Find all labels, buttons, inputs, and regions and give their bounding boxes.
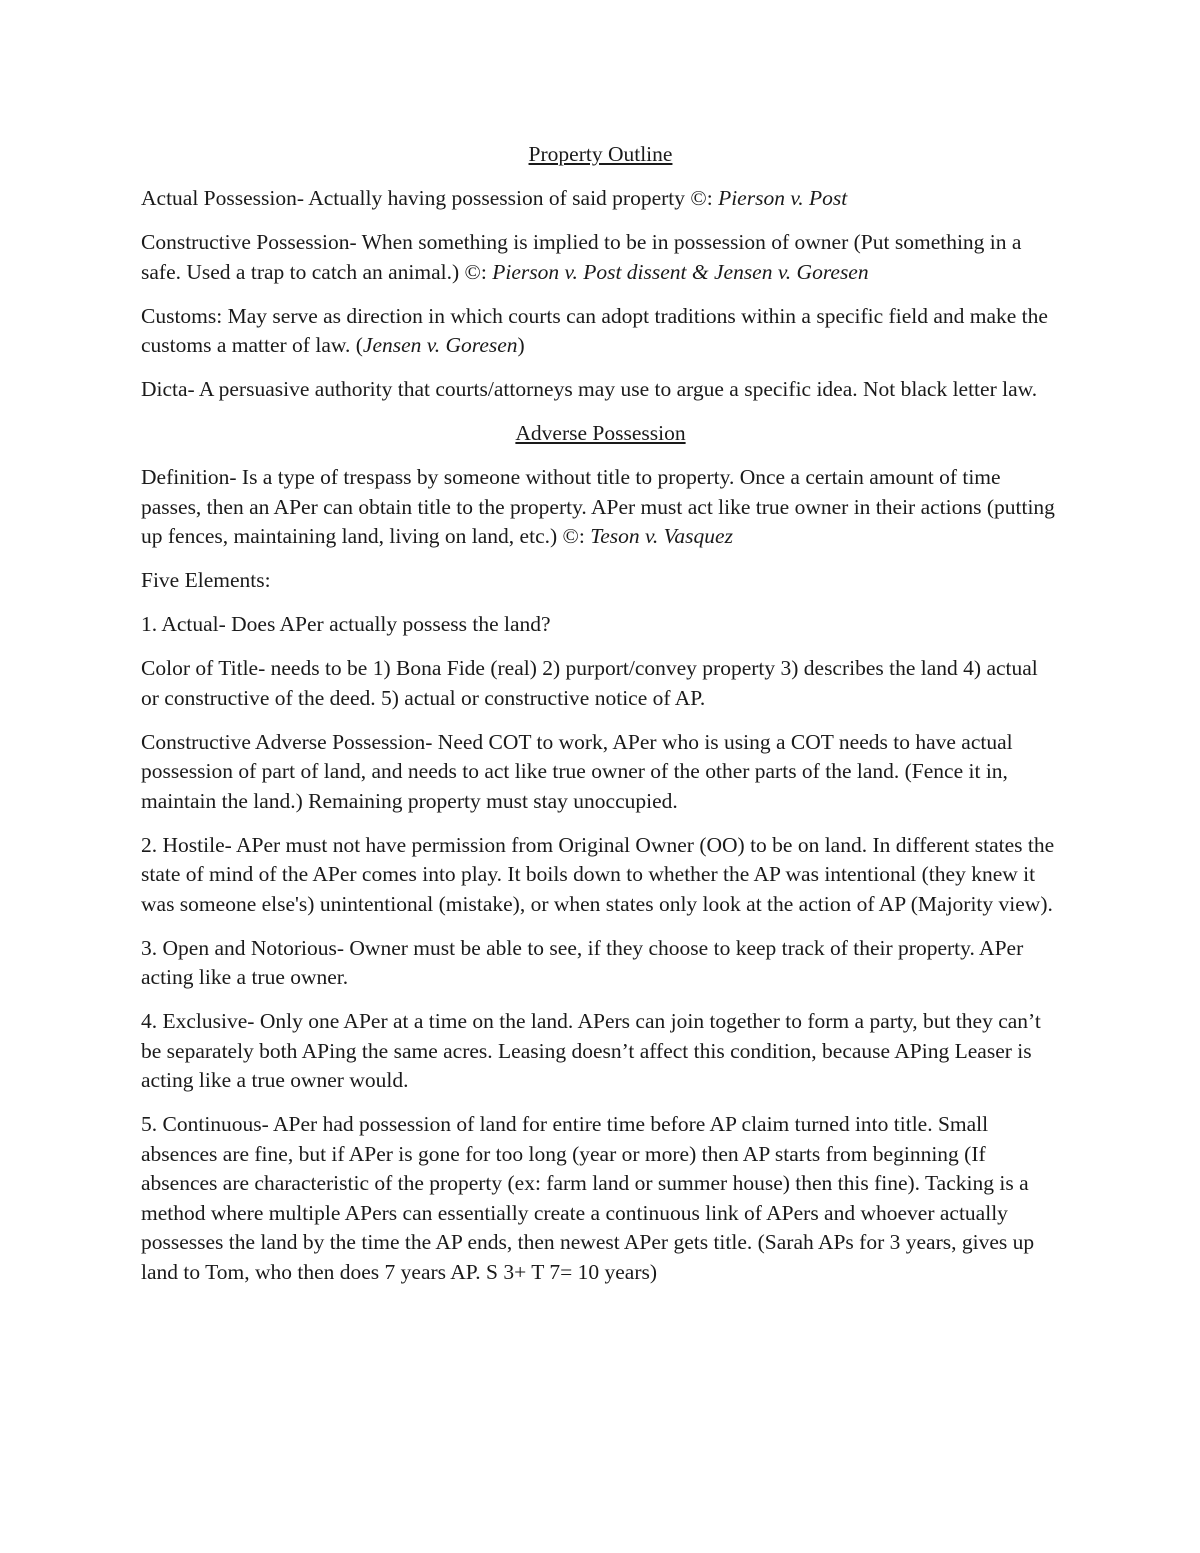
customs-end: ) [517,333,525,357]
actual-possession-text: Actual Possession- Actually having possession of said property ©: [141,186,719,210]
case-citation: Jensen v. Goresen [362,333,518,357]
paragraph-dicta: Dicta- A persuasive authority that courts/attorneys may use to argue a specific idea. Not black letter law. [141,377,1038,401]
paragraph-customs [141,302,1060,361]
constructive-possession-text: Constructive Possession- When something is implied to be in possession of owner (Put something in a safe. Used a trap to catch an animal.) ©: [141,230,1022,284]
page-title: Property Outline [528,142,673,166]
paragraph-element-continuous: 5. Continuous- APer had possession of land for entire time before AP claim turned into title. Small absences are fine, but if APer is gone for too long (year or more) then AP starts from beginning (If absences are characteristic of the property (ex: farm land or summer house) then this fine). Tacking is a method where multiple APers can essentially create a continuous link of APers and whoever actually possesses the land by the time the AP ends, then newest APer gets title. (Sarah APs for 3 years, gives up land to Tom, who then does 7 years AP. S 3+ T 7= 10 years) [141,1112,1035,1284]
paragraph-five-elements: Five Elements: [141,568,271,592]
paragraph-constructive-possession [141,228,1060,287]
section-heading-adverse-possession: Adverse Possession [515,421,686,445]
customs-text: Customs: May serve as direction in which courts can adopt traditions within a specific field and make the customs a matter of law. ( [141,303,1048,357]
definition-text: Definition- Is a type of trespass by someone without title to property. Once a certain amount of time passes, then an APer can obtain title to the property. APer must act like true owner in their actions (putting up fences, maintaining land, living on land, etc.) ©: [141,465,1055,548]
case-citation: Pierson v. Post [718,186,848,210]
paragraph-element-actual: 1. Actual- Does APer actually possess the land? [141,612,551,636]
case-citation: Teson v. Vasquez [590,524,733,548]
paragraph-actual-possession [141,184,1060,214]
case-citation: Pierson v. Post dissent & Jensen v. Goresen [492,259,869,284]
paragraph-color-of-title: Color of Title- needs to be 1) Bona Fide (real) 2) purport/convey property 3) describes the land 4) actual or constructive of the deed. 5) actual or constructive notice of AP. [141,656,1038,710]
paragraph-constructive-adverse: Constructive Adverse Possession- Need COT to work, APer who is using a COT needs to have actual possession of part of land, and needs to act like true owner of the other parts of the land. (Fence it in, maintain the land.) Remaining property must stay unoccupied. [141,729,1013,813]
paragraph-element-hostile: 2. Hostile- APer must not have permission from Original Owner (OO) to be on land. In different states the state of mind of the APer comes into play. It boils down to whether the AP was intentional (they knew it was someone else's) unintentional (mistake), or when states only look at the action of AP (Majority view). [141,832,1055,916]
paragraph-element-exclusive: 4. Exclusive- Only one APer at a time on the land. APers can join together to form a party, but they can’t be separately both APing the same acres. Leasing doesn’t affect this condition, because APing Leaser is acting like a true owner would. [141,1009,1041,1092]
paragraph-definition [141,463,1060,552]
paragraph-element-open-notorious: 3. Open and Notorious- Owner must be able to see, if they choose to keep track of their property. APer acting like a true owner. [141,935,1024,989]
